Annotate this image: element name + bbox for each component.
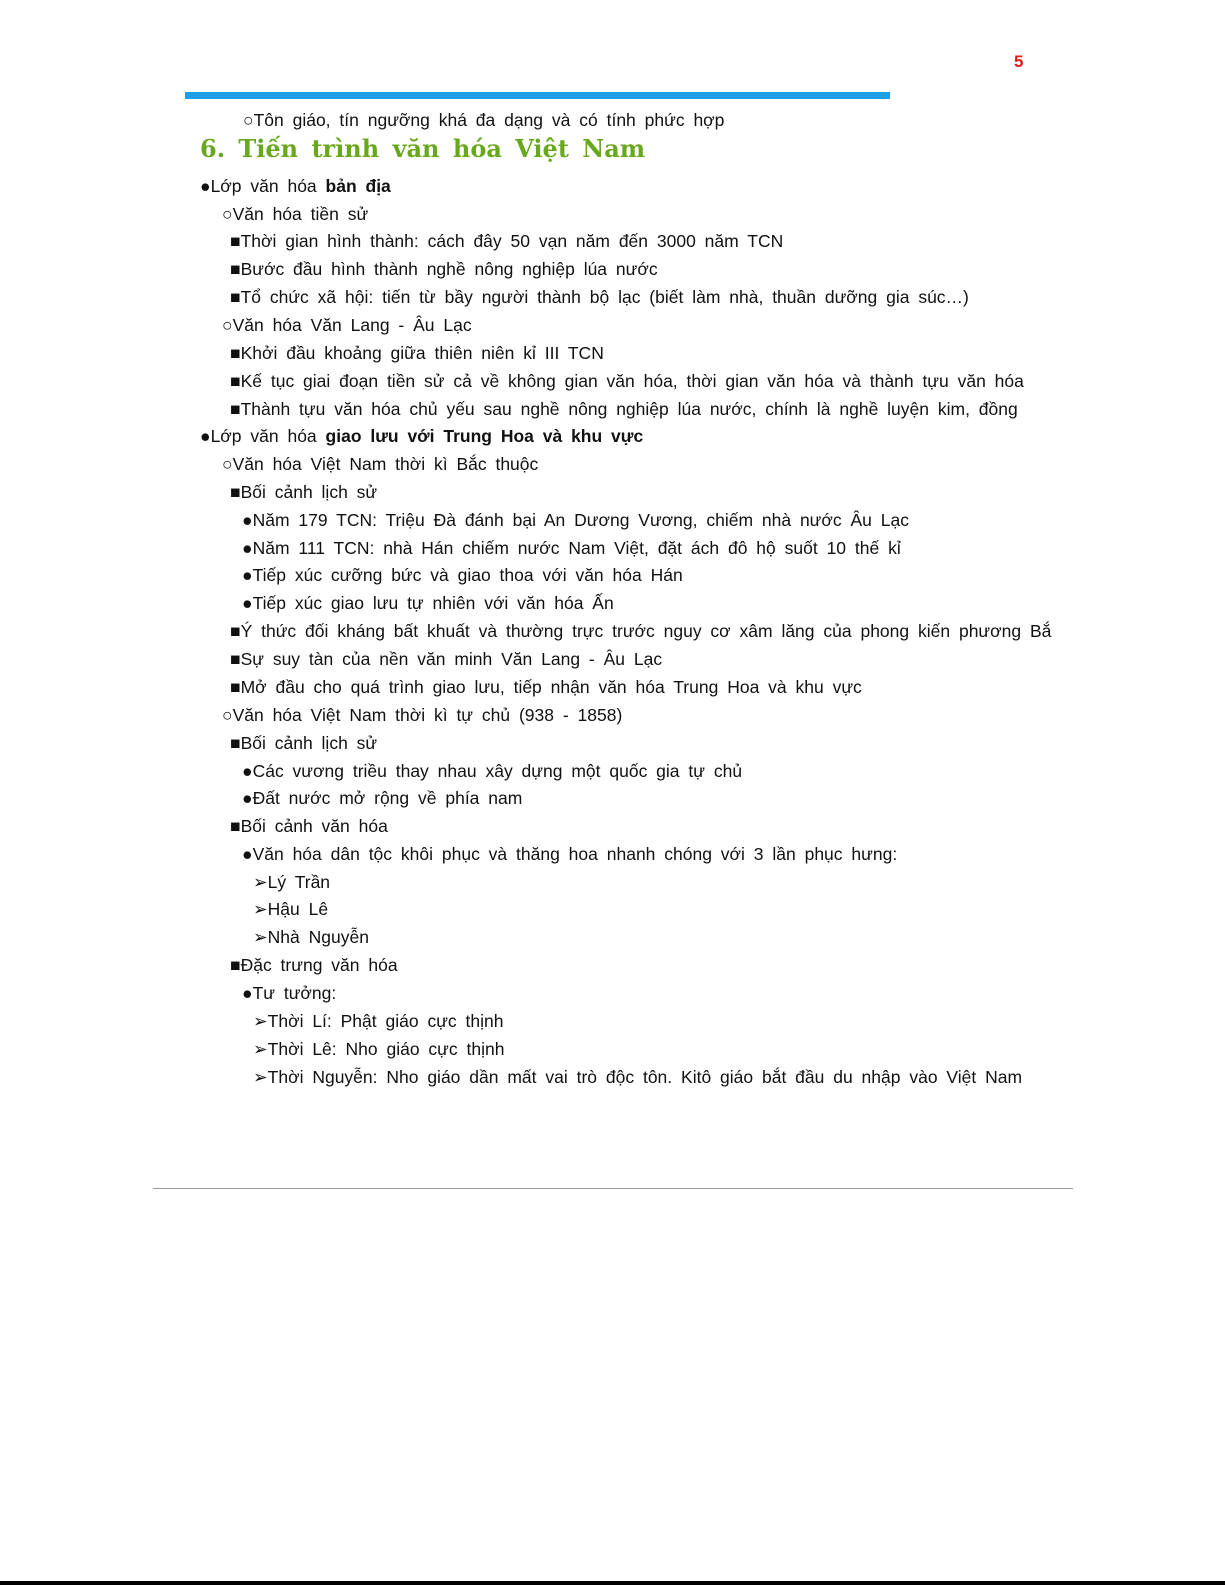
list-item-text: Văn hóa dân tộc khôi phục và thăng hoa nhanh chóng với 3 lần phục hưng: bbox=[252, 844, 898, 864]
list-item-level3 bbox=[230, 480, 377, 504]
list-item-level1 bbox=[200, 424, 643, 448]
list-item-text: Tiếp xúc cưỡng bức và giao thoa với văn hóa Hán bbox=[252, 565, 683, 585]
circle-bullet-icon: ○ bbox=[222, 705, 233, 725]
list-item-text: Thời Lí: Phật giáo cực thịnh bbox=[267, 1011, 504, 1031]
list-item-text: Lớp văn hóa bbox=[210, 426, 326, 446]
list-item-text: Thời Nguyễn: Nho giáo dần mất vai trò độc tôn. Kitô giáo bắt đầu du nhập vào Việt Nam bbox=[267, 1067, 1023, 1087]
square-bullet-icon: ■ bbox=[230, 399, 241, 419]
dot-bullet-icon: ● bbox=[200, 426, 211, 446]
square-bullet-icon: ■ bbox=[230, 231, 241, 251]
list-item-level4 bbox=[242, 591, 614, 615]
arrow-bullet-icon: ➢ bbox=[253, 1011, 268, 1031]
list-item-level4 bbox=[242, 786, 522, 810]
list-item-level4 bbox=[242, 508, 909, 532]
dot-bullet-icon: ● bbox=[242, 761, 253, 781]
list-item-text: Mở đầu cho quá trình giao lưu, tiếp nhận văn hóa Trung Hoa và khu vực bbox=[240, 677, 862, 697]
list-item-level5 bbox=[253, 1037, 504, 1061]
page-number: 5 bbox=[1014, 52, 1024, 71]
dot-bullet-icon: ● bbox=[242, 593, 253, 613]
list-item-level1 bbox=[200, 174, 391, 198]
arrow-bullet-icon: ➢ bbox=[253, 1039, 268, 1059]
square-bullet-icon: ■ bbox=[230, 259, 241, 279]
list-item-text: Kế tục giai đoạn tiền sử cả về không gian văn hóa, thời gian văn hóa và thành tựu văn hóa bbox=[240, 371, 1024, 391]
list-item-level5 bbox=[253, 897, 328, 921]
list-item-text: Thời gian hình thành: cách đây 50 vạn năm đến 3000 năm TCN bbox=[240, 231, 784, 251]
list-item-level3 bbox=[230, 675, 862, 699]
square-bullet-icon: ■ bbox=[230, 816, 241, 836]
list-item-level3 bbox=[230, 397, 1018, 421]
list-item-level3 bbox=[230, 285, 969, 309]
list-item-level3 bbox=[230, 619, 1073, 643]
list-item-text: Bối cảnh văn hóa bbox=[240, 816, 388, 836]
dot-bullet-icon: ● bbox=[242, 538, 253, 558]
list-item-level3 bbox=[230, 369, 1024, 393]
list-item-text: Tôn giáo, tín ngưỡng khá đa dạng và có tính phức hợp bbox=[253, 110, 725, 130]
dot-bullet-icon: ● bbox=[242, 844, 253, 864]
list-item-level4 bbox=[242, 981, 336, 1005]
footer-divider bbox=[153, 1188, 1073, 1189]
list-item-text: Sự suy tàn của nền văn minh Văn Lang - Âu Lạc bbox=[240, 649, 663, 669]
list-item-level3 bbox=[230, 341, 604, 365]
list-item-level2 bbox=[222, 313, 472, 337]
arrow-bullet-icon: ➢ bbox=[253, 872, 268, 892]
list-item-text: Nhà Nguyễn bbox=[267, 927, 369, 947]
list-item-text: Văn hóa tiền sử bbox=[232, 204, 369, 224]
list-item-text: Năm 179 TCN: Triệu Đà đánh bại An Dương Vương, chiếm nhà nước Âu Lạc bbox=[252, 510, 909, 530]
list-item-level5 bbox=[253, 870, 330, 894]
list-item-text: Ý thức đối kháng bất khuất và thường trực trước nguy cơ xâm lăng của phong kiến phương Bắ bbox=[240, 621, 1052, 641]
arrow-bullet-icon: ➢ bbox=[253, 927, 268, 947]
list-item-text: Tiếp xúc giao lưu tự nhiên với văn hóa Ấn bbox=[252, 593, 614, 613]
arrow-bullet-icon: ➢ bbox=[253, 1067, 268, 1087]
list-item-text: Văn hóa Việt Nam thời kì tự chủ (938 - 1858) bbox=[232, 705, 623, 725]
square-bullet-icon: ■ bbox=[230, 287, 241, 307]
list-item-level4 bbox=[242, 759, 742, 783]
list-item-level3 bbox=[230, 953, 398, 977]
list-item-text: Bối cảnh lịch sử bbox=[240, 733, 378, 753]
list-item-level3 bbox=[230, 731, 377, 755]
list-item-level4 bbox=[242, 563, 683, 587]
list-item-level3 bbox=[230, 647, 662, 671]
list-item-text: Văn hóa Việt Nam thời kì Bắc thuộc bbox=[232, 454, 539, 474]
list-item-level5 bbox=[253, 925, 369, 949]
list-item-text: Bước đầu hình thành nghề nông nghiệp lúa nước bbox=[240, 259, 658, 279]
list-item-text: Văn hóa Văn Lang - Âu Lạc bbox=[232, 315, 472, 335]
square-bullet-icon: ■ bbox=[230, 343, 241, 363]
list-item-level2 bbox=[222, 703, 622, 727]
square-bullet-icon: ■ bbox=[230, 371, 241, 391]
list-item-text: Thời Lê: Nho giáo cực thịnh bbox=[267, 1039, 505, 1059]
square-bullet-icon: ■ bbox=[230, 733, 241, 753]
header-accent-bar bbox=[185, 92, 890, 99]
list-item-level5 bbox=[253, 1009, 503, 1033]
arrow-bullet-icon: ➢ bbox=[253, 899, 268, 919]
square-bullet-icon: ■ bbox=[230, 482, 241, 502]
circle-bullet-icon: ○ bbox=[243, 110, 254, 130]
square-bullet-icon: ■ bbox=[230, 677, 241, 697]
list-item-level4 bbox=[242, 536, 901, 560]
list-item-level3 bbox=[230, 814, 388, 838]
list-item-level4 bbox=[242, 842, 897, 866]
list-item-emphasis: giao lưu với Trung Hoa và khu vực bbox=[325, 426, 644, 446]
list-item-text: Tổ chức xã hội: tiến từ bầy người thành bộ lạc (biết làm nhà, thuần dưỡng gia súc…) bbox=[240, 287, 969, 307]
dot-bullet-icon: ● bbox=[242, 510, 253, 530]
list-item-text: Các vương triều thay nhau xây dựng một quốc gia tự chủ bbox=[252, 761, 743, 781]
list-item-level2 bbox=[222, 452, 538, 476]
list-item-text: Hậu Lê bbox=[267, 899, 329, 919]
list-item-text: Đặc trưng văn hóa bbox=[240, 955, 398, 975]
dot-bullet-icon: ● bbox=[242, 565, 253, 585]
list-item-level3 bbox=[230, 229, 783, 253]
list-item-text: Lý Trần bbox=[267, 872, 331, 892]
section-heading: 6. Tiến trình văn hóa Việt Nam bbox=[200, 134, 646, 163]
list-item-level2 bbox=[222, 202, 368, 226]
circle-bullet-icon: ○ bbox=[222, 204, 233, 224]
dot-bullet-icon: ● bbox=[242, 983, 253, 1003]
list-item-text: Khởi đầu khoảng giữa thiên niên kỉ III TCN bbox=[240, 343, 604, 363]
dot-bullet-icon: ● bbox=[200, 176, 211, 196]
dot-bullet-icon: ● bbox=[242, 788, 253, 808]
list-item-text: Bối cảnh lịch sử bbox=[240, 482, 378, 502]
list-item-level3 bbox=[230, 257, 658, 281]
square-bullet-icon: ■ bbox=[230, 621, 241, 641]
square-bullet-icon: ■ bbox=[230, 955, 241, 975]
list-item-text: Đất nước mở rộng về phía nam bbox=[252, 788, 523, 808]
list-item-text: Tư tưởng: bbox=[252, 983, 337, 1003]
page-bottom-edge bbox=[0, 1581, 1225, 1585]
circle-bullet-icon: ○ bbox=[222, 315, 233, 335]
square-bullet-icon: ■ bbox=[230, 649, 241, 669]
list-item-text: Năm 111 TCN: nhà Hán chiếm nước Nam Việt, đặt ách đô hộ suốt 10 thế kỉ bbox=[252, 538, 901, 558]
list-item-text: Thành tựu văn hóa chủ yếu sau nghề nông nghiệp lúa nước, chính là nghề luyện kim, đồng bbox=[240, 399, 1018, 419]
list-item-text: Lớp văn hóa bbox=[210, 176, 326, 196]
list-item-emphasis: bản địa bbox=[325, 176, 391, 196]
list-item-level5 bbox=[253, 1065, 1022, 1089]
list-item bbox=[243, 108, 724, 132]
circle-bullet-icon: ○ bbox=[222, 454, 233, 474]
